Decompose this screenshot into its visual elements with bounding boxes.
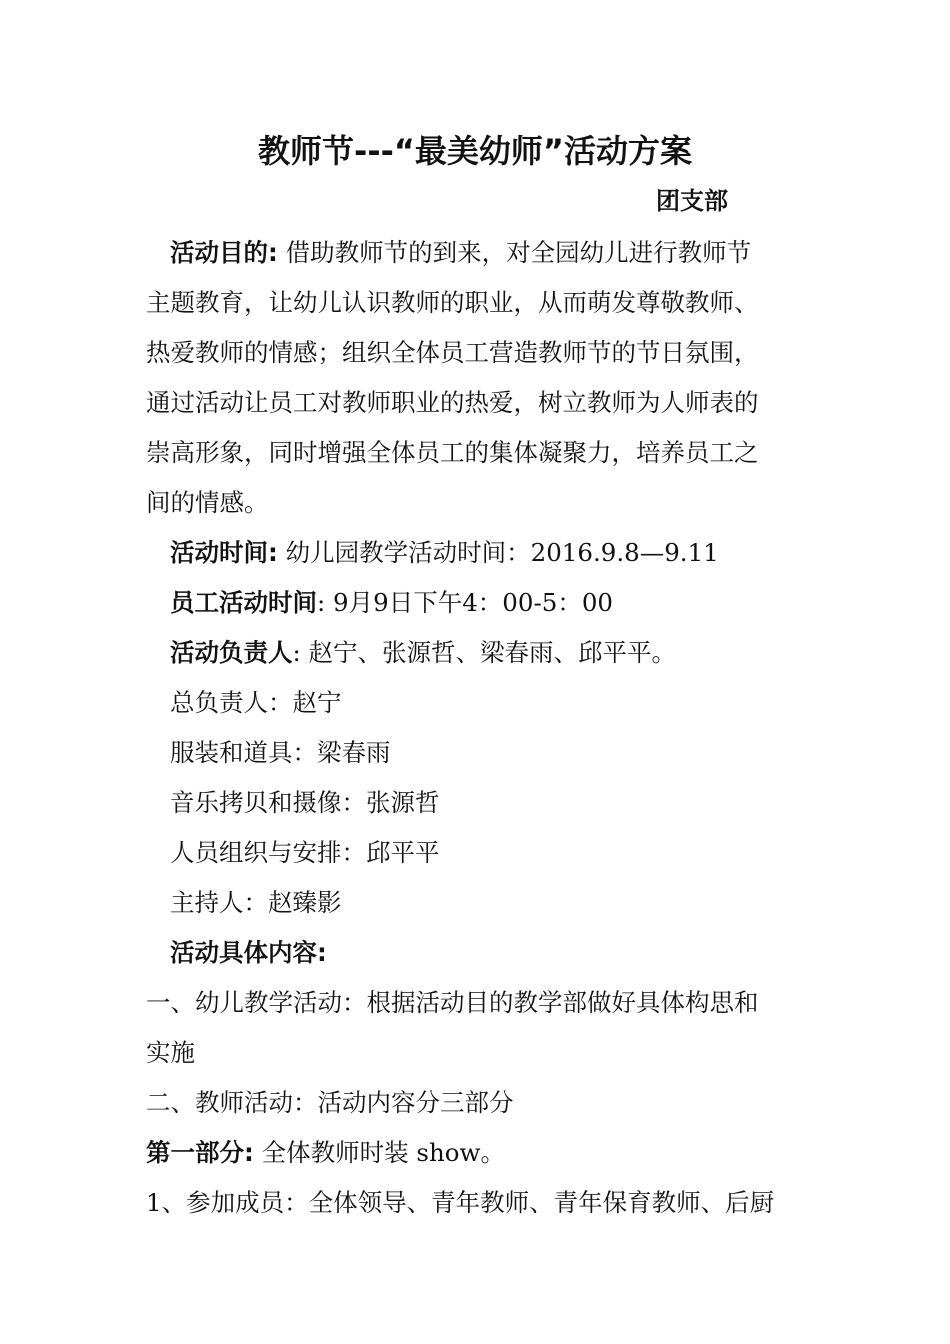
section2-line: 二、教师活动：活动内容分三部分 — [146, 1088, 514, 1117]
role-chief: 总负责人：赵宁 — [170, 688, 342, 717]
organizer: 团支部 — [656, 187, 728, 215]
purpose-text-1: 借助教师节的到来，对全园幼儿进行教师节 — [285, 238, 752, 267]
leaders-line — [170, 636, 676, 670]
document-title: 教师节---“最美幼师”活动方案 — [258, 132, 692, 170]
item1-line: 1、参加成员：全体领导、青年教师、青年保育教师、后厨 — [146, 1188, 775, 1217]
purpose-text-2: 主题教育，让幼儿认识教师的职业，从而萌发尊敬教师、 — [146, 288, 759, 317]
leaders-label: 活动负责人 — [170, 638, 293, 667]
role-music: 音乐拷贝和摄像：张源哲 — [170, 788, 440, 817]
role-host: 主持人：赵臻影 — [170, 888, 342, 917]
time-value: 幼儿园教学活动时间：2016.9.8—9.11 — [285, 538, 719, 567]
time-line — [170, 536, 719, 570]
purpose-text-3: 热爱教师的情感；组织全体员工营造教师节的节日氛围， — [146, 338, 759, 367]
part1-value: 全体教师时装 show。 — [261, 1138, 505, 1167]
section1-line-2: 实施 — [146, 1038, 195, 1067]
purpose-label: 活动目的: — [170, 238, 278, 267]
part1-label: 第一部分: — [146, 1138, 254, 1167]
purpose-text-5: 崇高形象，同时增强全体员工的集体凝聚力，培养员工之 — [146, 438, 759, 467]
role-organize: 人员组织与安排：邱平平 — [170, 838, 440, 867]
part1-line — [146, 1136, 505, 1170]
section1-line-1: 一、幼儿教学活动：根据活动目的教学部做好具体构思和 — [146, 988, 759, 1017]
content-heading: 活动具体内容: — [170, 938, 327, 967]
purpose-line-1 — [170, 236, 751, 270]
staff-time-value: : 9月9日下午4：00-5：00 — [317, 588, 614, 617]
staff-time-line — [170, 586, 613, 620]
staff-time-label: 员工活动时间 — [170, 588, 317, 617]
purpose-text-4: 通过活动让员工对教师职业的热爱，树立教师为人师表的 — [146, 388, 759, 417]
leaders-value: : 赵宁、张源哲、梁春雨、邱平平。 — [292, 638, 677, 667]
purpose-text-6: 间的情感。 — [146, 488, 269, 517]
role-costume: 服装和道具：梁春雨 — [170, 738, 391, 767]
time-label: 活动时间: — [170, 538, 278, 567]
